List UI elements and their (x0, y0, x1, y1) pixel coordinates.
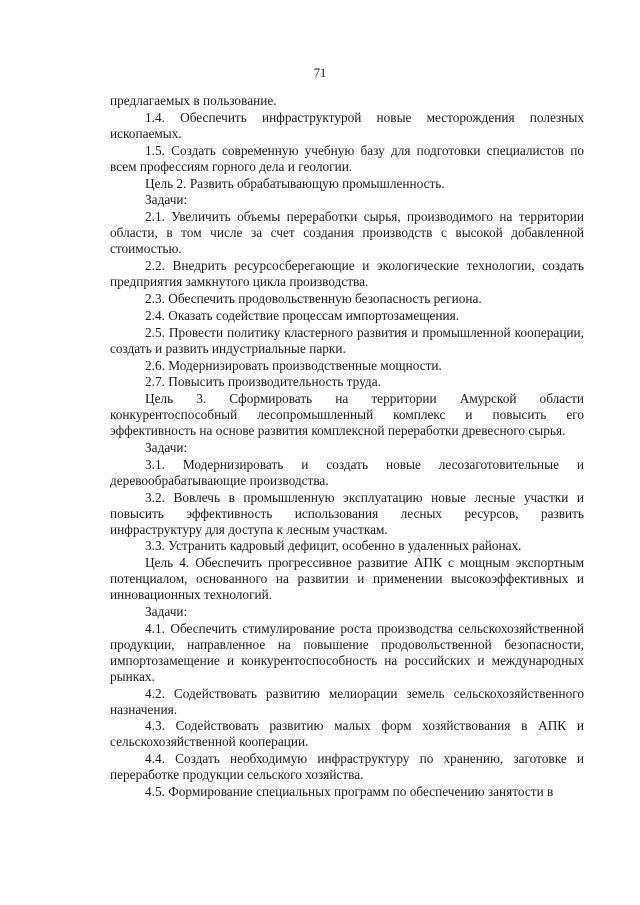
paragraph: Цель 4. Обеспечить прогрессивное развитие АПК с мощным экспортным потенциалом, основанного на развитии и применении высокоэффективных и инновационных технологий. (110, 555, 584, 603)
paragraph: Задачи: (145, 192, 188, 208)
paragraph: 2.5. Провести политику кластерного развития и промышленной кооперации, создать и развить индустриальные парки. (110, 324, 584, 356)
paragraph: 2.2. Внедрить ресурсосберегающие и экологические технологии, создать предприятия замкнутого цикла производства. (110, 258, 584, 289)
paragraph: Задачи: (145, 440, 188, 456)
paragraph: 3.1. Модернизировать и создать новые лесозаготовительные и деревообрабатывающие производства. (110, 456, 584, 488)
paragraph: 2.3. Обеспечить продовольственную безопасность региона. (145, 290, 482, 306)
paragraph: 1.4. Обеспечить инфраструктурой новые месторождения полезных ископаемых. (110, 109, 584, 141)
paragraph: 2.4. Оказать содействие процессам импортозамещения. (145, 307, 460, 323)
paragraph: Цель 2. Развить обрабатывающую промышленность. (145, 175, 445, 191)
paragraph: 1.5. Создать современную учебную базу для подготовки специалистов по всем профессиям горного дела и геологии. (110, 142, 584, 174)
paragraph: 2.6. Модернизировать производственные мощности. (145, 357, 442, 373)
paragraph: Цель 3. Сформировать на территории Амурской области конкурентоспособный лесопромышленный комплекс и повысить его эффективность на основе развития комплексной переработки древесного сырья. (110, 391, 584, 439)
paragraph: 4.1. Обеспечить стимулирование роста производства сельскохозяйственной продукции, направленное на повышение продовольственной безопасности, импортозамещение и конкурентоспособность на российских и международных рынках. (110, 621, 584, 684)
paragraph: Задачи: (145, 604, 188, 620)
page-number: 71 (313, 66, 327, 80)
paragraph: 3.3. Устранить кадровый дефицит, особенно в удаленных районах. (145, 538, 522, 554)
paragraph: предлагаемых в пользование. (110, 93, 277, 108)
paragraph: 4.2. Содействовать развитию мелиорации земель сельскохозяйственного назначения. (110, 685, 584, 717)
paragraph: 2.1. Увеличить объемы переработки сырья, производимого на территории области, в том числе за счет создания производств с высокой добавленной стоимостью. (110, 209, 584, 257)
paragraph: 4.5. Формирование специальных программ по обеспечению занятости в (145, 784, 554, 800)
paragraph: 3.2. Вовлечь в промышленную эксплуатацию новые лесные участки и повысить эффективность использования лесных ресурсов, развить инфраструктуру для доступа к лесным участкам. (110, 489, 584, 537)
paragraph: 2.7. Повысить производительность труда. (145, 374, 381, 390)
paragraph: 4.4. Создать необходимую инфраструктуру по хранению, заготовке и переработке продукции сельского хозяйства. (110, 751, 584, 783)
paragraph: 4.3. Содействовать развитию малых форм хозяйствования в АПК и сельскохозяйственной кооперации. (110, 718, 584, 750)
body-text (110, 93, 584, 801)
